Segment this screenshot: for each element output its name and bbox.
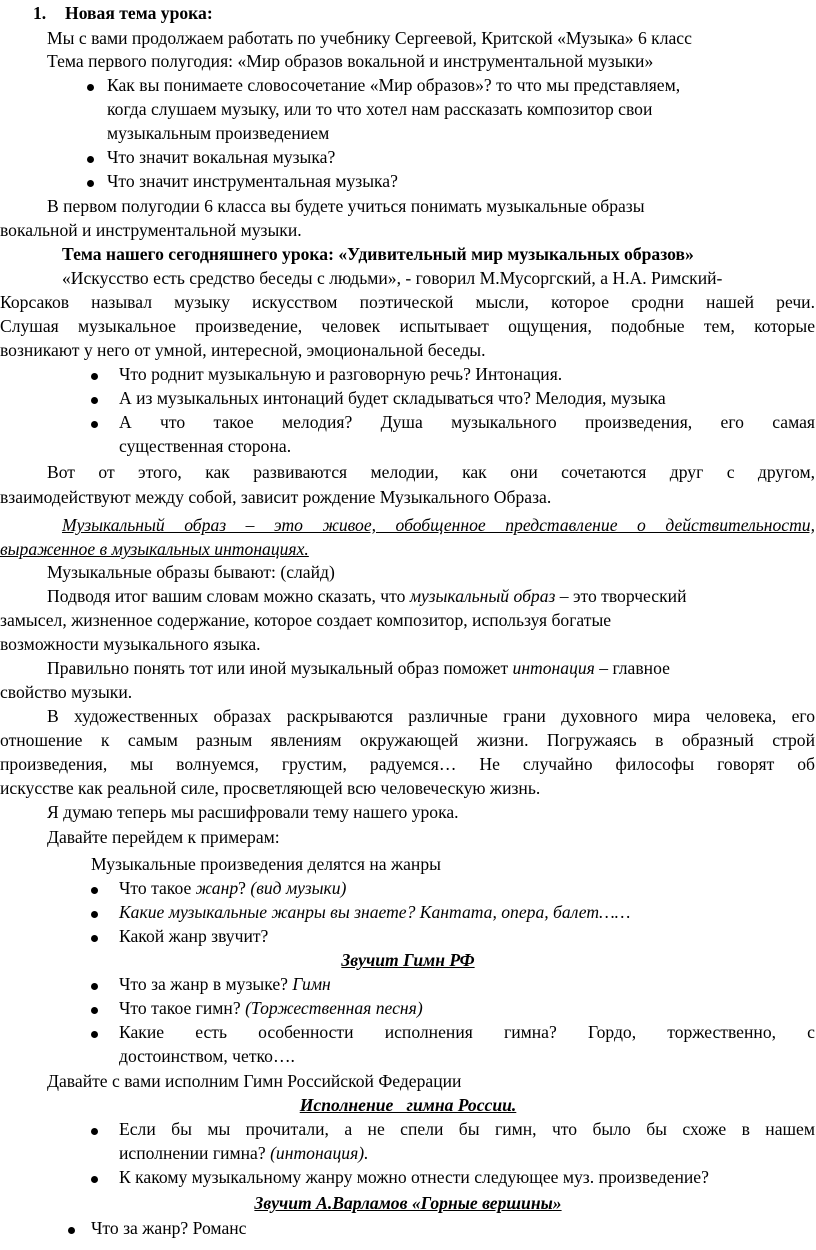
- question-line: Что роднит музыкальную и разговорную речь? Интонация.: [119, 364, 563, 384]
- text-span: ?: [238, 878, 251, 898]
- answer-span: Гимн: [292, 974, 331, 994]
- bullet-icon: [91, 935, 98, 942]
- paragraph-line: [47, 585, 816, 609]
- slide-line: Музыкальные образы бывают: (слайд): [47, 562, 335, 582]
- question-line: [119, 973, 816, 997]
- question-line: музыкальным произведением: [107, 123, 330, 143]
- paragraph-line: Я думаю теперь мы расшифровали тему нашего урока.: [47, 802, 459, 822]
- bullet-icon: [91, 1176, 98, 1183]
- text-span: – это творческий: [555, 586, 687, 606]
- bullet-icon: [91, 1007, 98, 1014]
- definition-line: Музыкальный образ – это живое, обобщенное представление о действительности,: [62, 515, 815, 535]
- anthem-heading: Звучит Гимн РФ: [341, 950, 475, 970]
- perform-heading: Исполнение гимна России.: [299, 1095, 517, 1115]
- question-line: существенная сторона.: [119, 436, 292, 456]
- bullet-icon: [91, 397, 98, 404]
- term-intonation: интонация: [512, 658, 595, 678]
- definition-line: выраженное в музыкальных интонациях.: [0, 539, 309, 559]
- paragraph-line: произведения, мы волнуемся, грустим, радуемся… Не случайно философы говорят об: [0, 754, 815, 774]
- question-line: [119, 877, 816, 901]
- text-span: Что за жанр в музыке?: [119, 974, 293, 994]
- text-span: исполнении гимна?: [119, 1143, 271, 1163]
- paragraph-line: Вот от этого, как развиваются мелодии, как они сочетаются друг с другом,: [47, 462, 815, 482]
- paragraph-line: Корсаков называл музыку искусством поэтической мысли, которое сродни нашей речи.: [0, 292, 815, 312]
- question-line: А из музыкальных интонаций будет складываться что? Мелодия, музыка: [119, 388, 666, 408]
- question-line: К какому музыкальному жанру можно отнести следующее муз. произведение?: [119, 1167, 709, 1187]
- paragraph-line: отношение к самым разным явлениям окружающей жизни. Погружаясь в образный строй: [0, 730, 815, 750]
- question-line: Как вы понимаете словосочетание «Мир образов»? то что мы представляем,: [107, 75, 681, 95]
- question-line: Если бы мы прочитали, а не спели бы гимн, что было бы схоже в нашем: [119, 1119, 815, 1139]
- section-heading: [33, 2, 816, 26]
- bullet-icon: [91, 373, 98, 380]
- question-line: достоинством, четко….: [119, 1046, 295, 1066]
- bullet-icon: [91, 887, 98, 894]
- paragraph-line: взаимодействуют между собой, зависит рождение Музыкального Образа.: [0, 487, 552, 507]
- question-line: Что за жанр? Романс: [91, 1218, 247, 1238]
- question-line: Что значит вокальная музыка?: [107, 147, 336, 167]
- intro-line-1: Мы с вами продолжаем работать по учебнику Сергеевой, Критской «Музыка» 6 класс: [47, 28, 692, 48]
- text-span: Подводя итог вашим словам можно сказать, что: [47, 586, 410, 606]
- bullet-icon: [87, 84, 94, 91]
- question-line: А что такое мелодия? Душа музыкального произведения, его самая: [119, 412, 815, 432]
- lesson-topic: Тема нашего сегодняшнего урока: «Удивительный мир музыкальных образов»: [62, 244, 694, 264]
- paragraph-line: [47, 657, 816, 681]
- question-line: Какие музыкальные жанры вы знаете? Кантата, опера, балет……: [119, 902, 631, 922]
- bullet-icon: [87, 180, 94, 187]
- paragraph-line: замысел, жизненное содержание, которое создает композитор, используя богатые: [0, 610, 612, 630]
- question-line: Какой жанр звучит?: [119, 926, 269, 946]
- paragraph-line: В первом полугодии 6 класса вы будете учиться понимать музыкальные образы: [47, 196, 645, 216]
- bullet-icon: [91, 1031, 98, 1038]
- paragraph-line: Слушая музыкальное произведение, человек испытывает ощущения, подобные тем, которые: [0, 316, 815, 336]
- intro-line-2: Тема первого полугодия: «Мир образов вокальной и инструментальной музыки»: [47, 51, 654, 71]
- question-line: [119, 1142, 816, 1166]
- question-line: когда слушаем музыку, или то что хотел нам рассказать композитор свои: [107, 99, 653, 119]
- section-title: Новая тема урока:: [65, 3, 213, 23]
- paragraph-line: Музыкальные произведения делятся на жанры: [91, 854, 441, 874]
- bullet-icon: [91, 911, 98, 918]
- paragraph-line: «Искусство есть средство беседы с людьми», - говорил М.Мусоргский, а Н.А. Римский-: [62, 268, 723, 288]
- paragraph-line: Давайте с вами исполним Гимн Российской Федерации: [47, 1071, 462, 1091]
- text-span: – главное: [594, 658, 670, 678]
- paragraph-line: вокальной и инструментальной музыки.: [0, 220, 302, 240]
- paragraph-line: возможности музыкального языка.: [0, 634, 261, 654]
- bullet-icon: [68, 1227, 75, 1234]
- paragraph-line: свойство музыки.: [0, 682, 133, 702]
- answer-span: (Торжественная песня): [245, 998, 423, 1018]
- paragraph-line: В художественных образах раскрываются различные грани духовного мира человека, его: [47, 706, 815, 726]
- varlamov-heading: Звучит А.Варламов «Горные вершины»: [254, 1193, 562, 1213]
- section-number: 1.: [33, 3, 47, 23]
- paragraph-line: Давайте перейдем к примерам:: [47, 827, 280, 847]
- term-genre: жанр: [195, 878, 239, 898]
- question-line: Что значит инструментальная музыка?: [107, 171, 398, 191]
- paragraph-line: возникают у него от умной, интересной, эмоциональной беседы.: [0, 340, 486, 360]
- question-line: [119, 997, 816, 1021]
- text-span: Правильно понять тот или иной музыкальный образ поможет: [47, 658, 513, 678]
- question-line: Какие есть особенности исполнения гимна? Гордо, торжественно, с: [119, 1022, 815, 1042]
- paragraph-line: искусстве как реальной силе, просветляющей всю человеческую жизнь.: [0, 778, 541, 798]
- text-span: Что такое: [119, 878, 196, 898]
- bullet-icon: [91, 983, 98, 990]
- text-span: Что такое гимн?: [119, 998, 246, 1018]
- term-music-image: музыкальный образ: [409, 586, 556, 606]
- bullet-icon: [87, 156, 94, 163]
- answer-span: (интонация).: [270, 1143, 369, 1163]
- bullet-icon: [91, 1128, 98, 1135]
- answer-span: (вид музыки): [250, 878, 347, 898]
- bullet-icon: [91, 421, 98, 428]
